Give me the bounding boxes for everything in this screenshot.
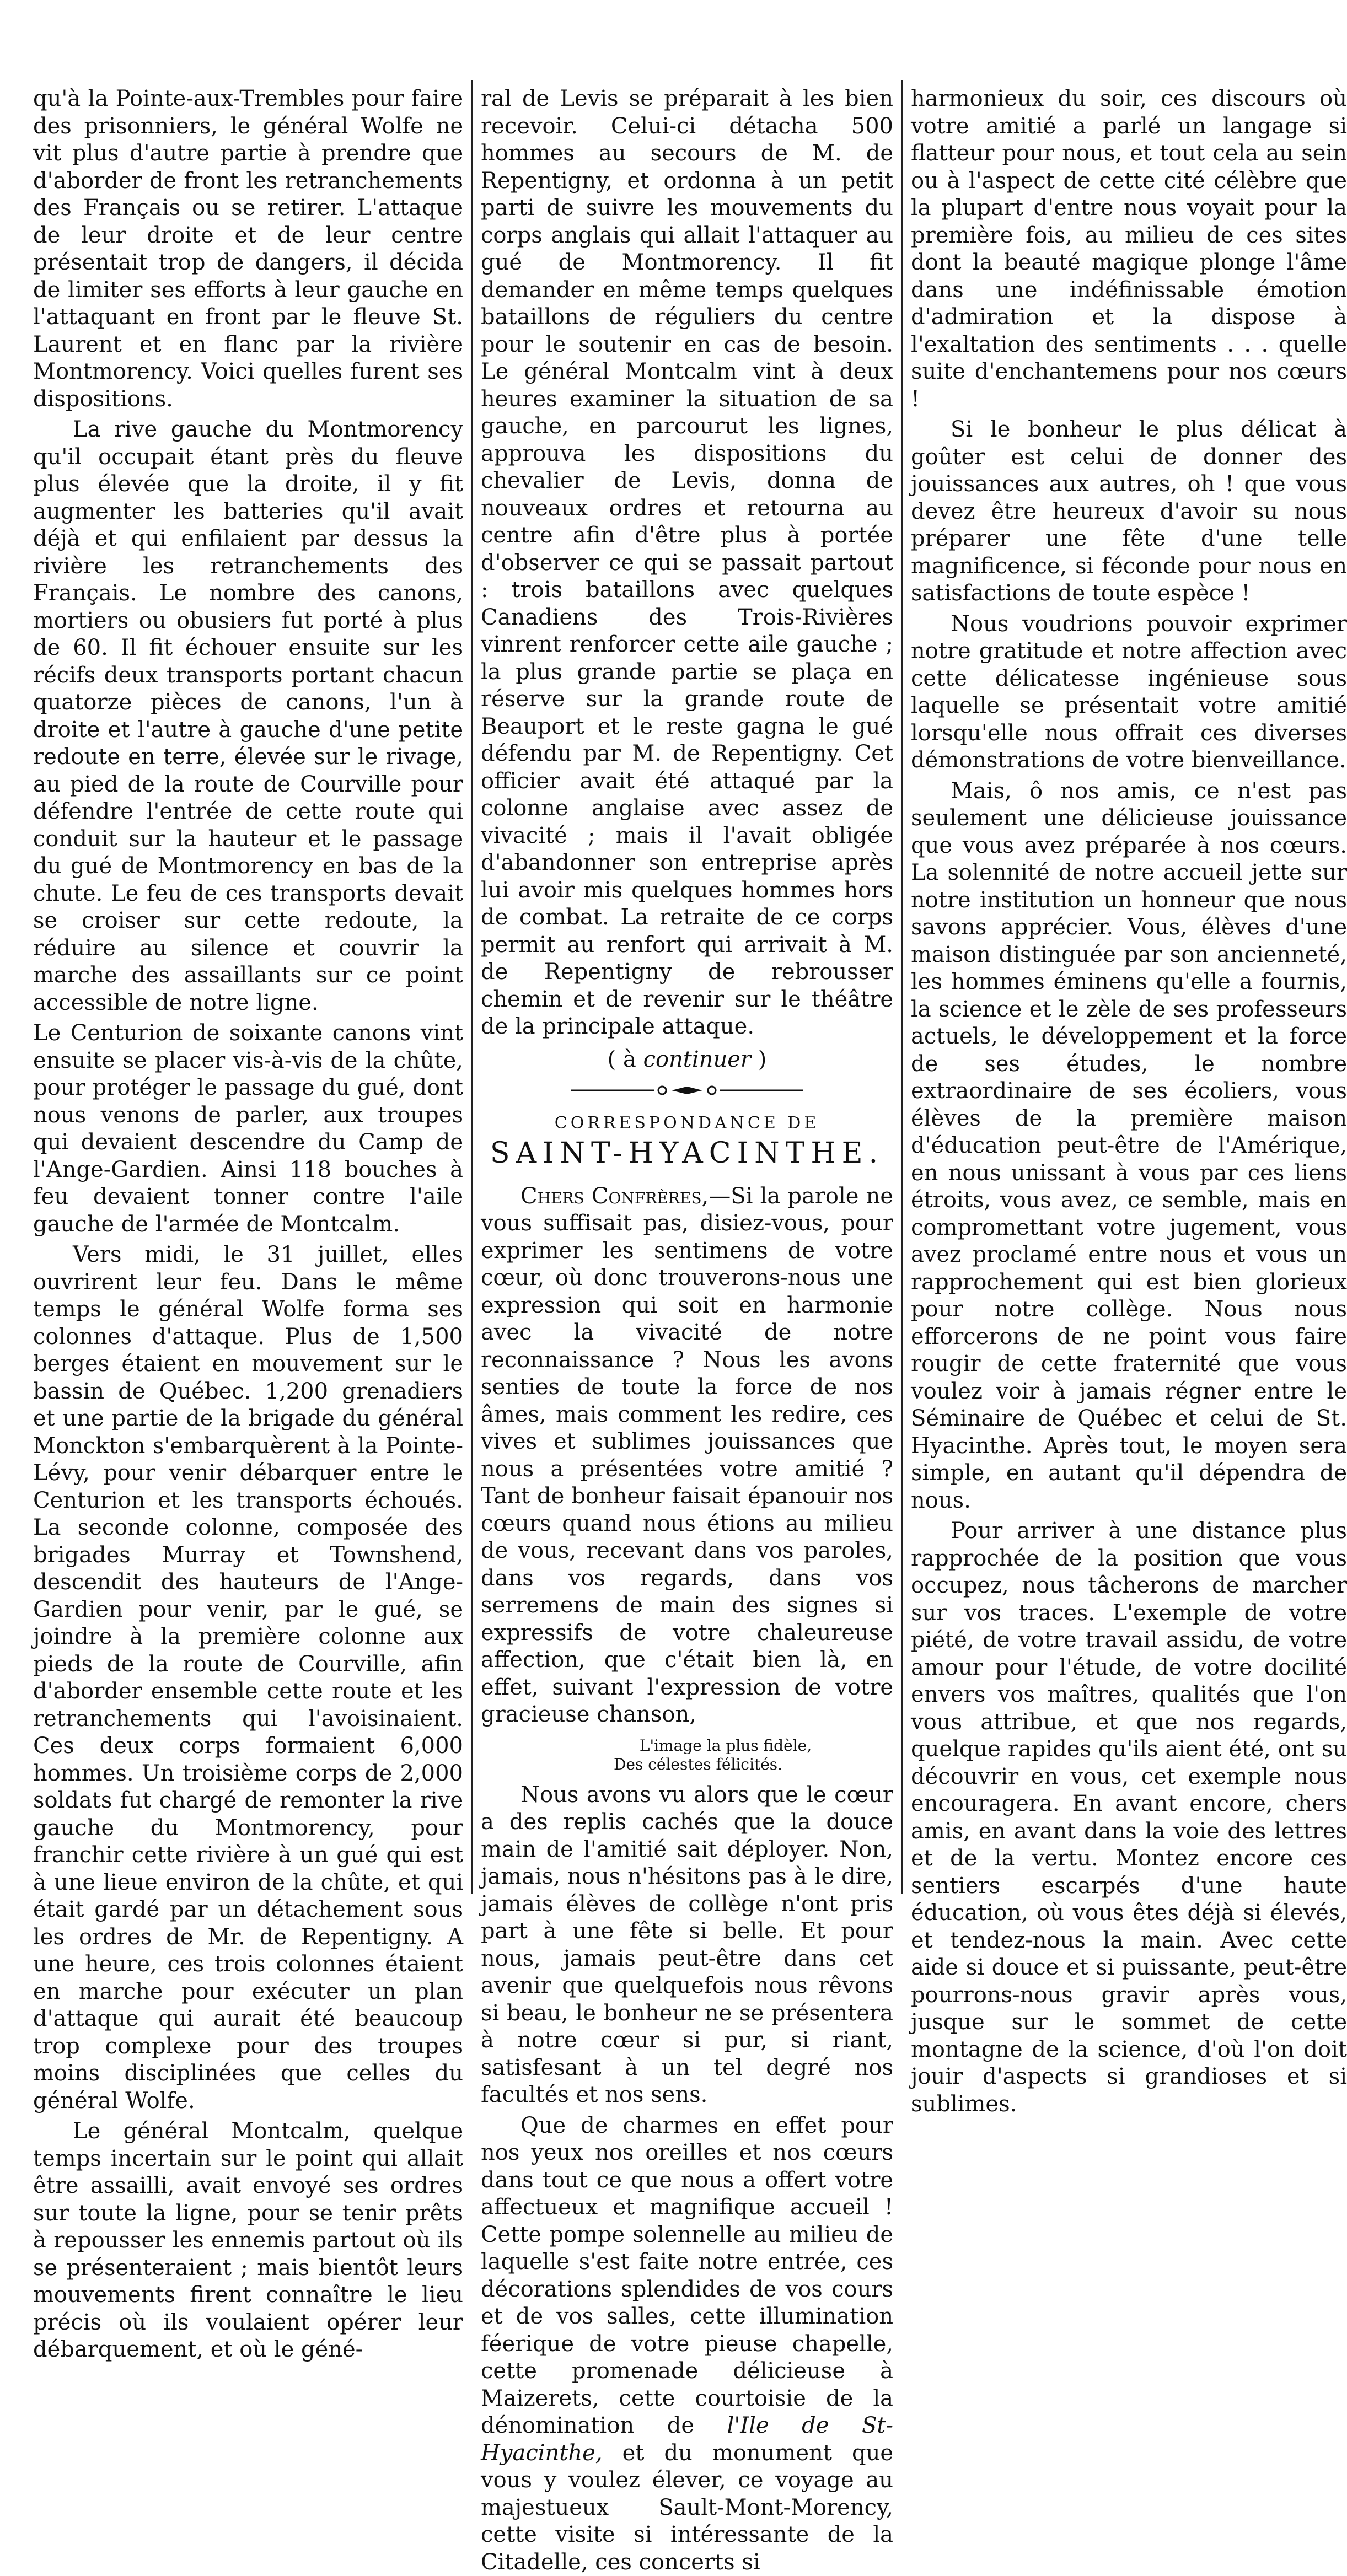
paragraph: Le général Montcalm, quelque temps incertain sur le point qui allait être assailli, avait envoyé ses ordres sur toute la ligne, pour se tenir prêts à repousser les ennemis partout où ils se présenteraient ; mais bientôt leurs mouvements firent connaître le lieu précis où ils voulaient opérer leur débarquement, et où le géné- <box>33 2118 463 2364</box>
text-span: Que de charmes en effet pour nos yeux nos oreilles et nos cœurs dans tout ce que nous a offert votre affectueux et magnifique accueil ! Cette pompe solennelle au milieu de laquelle s'est faite notre entrée, ces décorations splendides de vos cours et de vos salles, cette illumination féerique de votre pieuse chapelle, cette promenade délicieuse à Maizerets, cette courtoisie de la dénomination de <box>481 2113 893 2439</box>
column-right <box>911 85 1347 2576</box>
paragraph: Nous avons vu alors que le cœur a des replis cachés que la douce main de l'amitié sait déployer. Non, jamais, nous n'hésitons pas à le dire, jamais élèves de collège n'ont pris part à une fête si belle. Et pour nous, jamais peut-être dans cet avenir que quelquefois nous rêvons si beau, le bonheur ne se présentera à notre cœur si pur, si riant, satisfesant à un tel degré nos facultés et nos sens. <box>481 1782 893 2109</box>
verse-line: L'image la plus fidèle, <box>481 1736 893 1755</box>
paragraph: Si le bonheur le plus délicat à goûter est celui de donner des jouissances aux autres, oh ! que vous devez être heureux d'avoir su nous préparer une fête d'une telle magnificence, si féconde pour nous en satisfactions de toute espèce ! <box>911 416 1347 607</box>
column-left <box>33 85 463 2576</box>
letter-paragraph <box>481 1183 893 1729</box>
column-divider <box>471 80 473 1894</box>
paragraph: harmonieux du soir, ces discours où votre amitié a parlé un langage si flatteur pour nous, et tout cela au sein ou à l'aspect de cette cité célèbre que la plupart d'entre nous voyait pour la première fois, au milieu de ces sites dont la beauté magique plonge l'âme dans une indéfinissable émotion d'admiration et la dispose à l'exaltation des sentiments . . . quelle suite d'enchantemens pour nos cœurs ! <box>911 85 1347 413</box>
column-divider <box>901 80 903 1894</box>
paragraph: ral de Levis se préparait à les bien recevoir. Celui-ci détacha 500 hommes au secours de M. de Repentigny, et ordonna à un petit parti de suivre les mouvements du corps anglais qui allait l'attaquer au gué de Montmorency. Il fit demander en même temps quelques bataillons de réguliers du centre pour le soutenir en cas de besoin. Le général Montcalm vint à deux heures examiner la situation de sa gauche, en parcourut les lignes, approuva les dispositions du chevalier de Levis, donna de nouveaux ordres et retourna au centre afin d'être plus à portée d'observer ce qui se passait partout : trois bataillons avec quelques Canadiens des Trois-Rivières vinrent renforcer cette aile gauche ; la plus grande partie se plaça en réserve sur la grande route de Beauport et le reste gagna le gué défendu par M. de Repentigny. Cet officier avait été attaqué par la colonne anglaise avec assez de vivacité ; mais il l'avait obligée d'abandonner son entreprise après lui avoir mis quelques hommes hors de combat. La retraite de ce corps permit au renfort qui arrivait à M. de Repentigny de rebrousser chemin et de revenir sur le théâtre de la principale attaque. <box>481 85 893 1041</box>
paragraph <box>481 2112 893 2576</box>
paragraph: qu'à la Pointe-aux-Trembles pour faire des prisonniers, le général Wolfe ne vit plus d'autre partie à prendre que d'aborder de front les retranchements des Français ou se retirer. L'attaque de leur droite et de leur centre présentait trop de dangers, il décida de limiter ses efforts à leur gauche en l'attaquant en front par le fleuve St. Laurent et en flanc par la rivière Montmorency. Voici quelles furent ses dispositions. <box>33 85 463 413</box>
verse-quote <box>481 1736 893 1774</box>
paragraph: Vers midi, le 31 juillet, elles ouvrirent leur feu. Dans le même temps le général Wolfe forma ses colonnes d'attaque. Plus de 1,500 berges étaient en mouvement sur le bassin de Québec. 1,200 grenadiers et une partie de la brigade du général Monckton s'embarquèrent à la Pointe-Lévy, pour venir débarquer entre le Centurion et les transports échoués. La seconde colonne, composée des brigades Murray et Townshend, descendit des hauteurs de l'Ange-Gardien pour venir, par le gué, se joindre à la première colonne aux pieds de la route de Courville, afin d'aborder ensemble cette route et les retranchements qui l'avoisinaient. Ces deux corps formaient 6,000 hommes. Un troisième corps de 2,000 soldats fut chargé de remonter la rive gauche du Montmorency, pour franchir cette rivière à un gué qui est à une lieue environ de la chûte, et qui était gardé par un détachement sous les ordres de Mr. de Repentigny. A une heure, ces trois colonnes étaient en marche pour exécuter un plan d'attaque qui aurait été beaucoup trop complexe pour des troupes moins disciplinées que celles du général Wolfe. <box>33 1241 463 2115</box>
column-middle <box>481 85 893 2576</box>
salutation: Chers Confrères, <box>520 1184 709 1209</box>
paragraph: Pour arriver à une distance plus rapprochée de la position que vous occupez, nous tâcherons de marcher sur vos traces. L'exemple de votre piété, de votre travail assidu, de votre amour pour l'étude, de votre docilité envers vos maîtres, qualités que l'on vous attribue, et que nos regards, quelque rapides qu'ils aient été, ont su découvrir en vous, cet exemple nous encouragera. En avant encore, chers amis, en avant dans la voie des lettres et de la vertu. Montez encore ces sentiers escarpés d'une haute éducation, où vous êtes déjà si élevés, et tendez-nous la main. Avec cette aide si douce et si puissante, peut-être pourrons-nous gravir après vous, jusque sur le sommet de cette montagne de la science, d'où l'on doit jouir d'aspects si grandioses et si sublimes. <box>911 1518 1347 2118</box>
italic-span: l'Ile de St-Hyacinthe, <box>481 2413 893 2466</box>
text-columns <box>33 85 1314 1888</box>
paragraph: Nous voudrions pouvoir exprimer notre gratitude et notre affection avec cette délicatesse ingénieuse sous laquelle se présentait votre amitié lorsqu'elle nous offrait ces diverses démonstrations de votre bienveillance. <box>911 611 1347 775</box>
continue-close: ) <box>751 1047 766 1072</box>
continue-word: continuer <box>643 1047 751 1072</box>
paragraph: La rive gauche du Montmorency qu'il occupait étant près du fleuve plus élevée que la droite, il y fit augmenter les batteries qu'il avait déjà et qui enfilaient par dessus la rivière les retranchements des Français. Le nombre des canons, mortiers ou obusiers fut porté à plus de 60. Il fit échouer ensuite sur les récifs deux transports portant chacun quatorze pièces de canons, l'un à droite et l'autre à gauche d'une petite redoute en terre, élevée sur le rivage, au pied de la route de Courville pour défendre l'entrée de cette route qui conduit sur la hauteur et le passage du gué de Montmorency en bas de la chute. Le feu de ces transports devait se croiser sur cette redoute, la réduire au silence et couvrir la marche des assaillants sur ce point accessible de notre ligne. <box>33 416 463 1017</box>
paragraph: Mais, ô nos amis, ce n'est pas seulement une délicieuse jouissance que vous avez préparée à nos cœurs. La solennité de notre accueil jette sur notre institution un honneur que nous savons apprécier. Vous, élèves d'une maison distinguée par son ancienneté, les hommes éminens qu'elle a fournis, la science et le zèle de ses professeurs actuels, le développement et la force de ses études, le nombre extraordinaire de ses écoliers, vous élèves de la première maison d'éducation peut-être de l'Amérique, en nous unissant à vous par ces liens étroits, vous avez, ce semble, mais en compromettant votre jugement, vous avez proclamé entre nous et vous un rapprochement qui est bien glorieux pour notre collège. Nous nous efforcerons de ne point vous faire rougir de cette fraternité que vous voulez voir à jamais régner entre le Séminaire de Québec et celui de St. Hyacinthe. Après tout, le moyen sera simple, en autant qu'il dépendra de nous. <box>911 778 1347 1515</box>
to-be-continued <box>481 1046 893 1074</box>
text-span: et du monument que vous y voulez élever, ce voyage au majestueux Sault-Mont-Morency, cette visite si intéressante de la Citadelle, ces concerts si <box>481 2440 893 2575</box>
verse-line: Des célestes félicités. <box>481 1755 893 1774</box>
section-label: CORRESPONDANCE DE <box>481 1110 893 1137</box>
ornament-rule-icon <box>481 1078 893 1105</box>
paragraph: Le Centurion de soixante canons vint ensuite se placer vis-à-vis de la chûte, pour protéger le passage du gué, dont nous venons de parler, aux troupes qui devaient descendre du Camp de l'Ange-Gardien. Ainsi 118 bouches à feu devaient tonner contre l'aile gauche de l'armée de Montcalm. <box>33 1020 463 1238</box>
continue-open: ( à <box>608 1047 643 1072</box>
section-title: SAINT-HYACINTHE. <box>481 1140 893 1168</box>
letter-text: —Si la parole ne vous suffisait pas, disiez-vous, pour exprimer les sentimens de votre cœur, où donc trouverons-nous une expression qui soit en harmonie avec la vivacité de notre reconnaissance ? Nous les avons senties de toute la force de nos âmes, mais comment les redire, ces vives et sublimes jouissances que nous a présentées votre amitié ? Tant de bonheur faisait épanouir nos cœurs quand nous étions au milieu de vous, recevant dans vos paroles, dans vos regards, dans vos serremens de main des signes si expressifs de votre chaleureuse affection, que c'était bien là, en effet, suivant l'expression de votre gracieuse chanson, <box>481 1184 893 1728</box>
